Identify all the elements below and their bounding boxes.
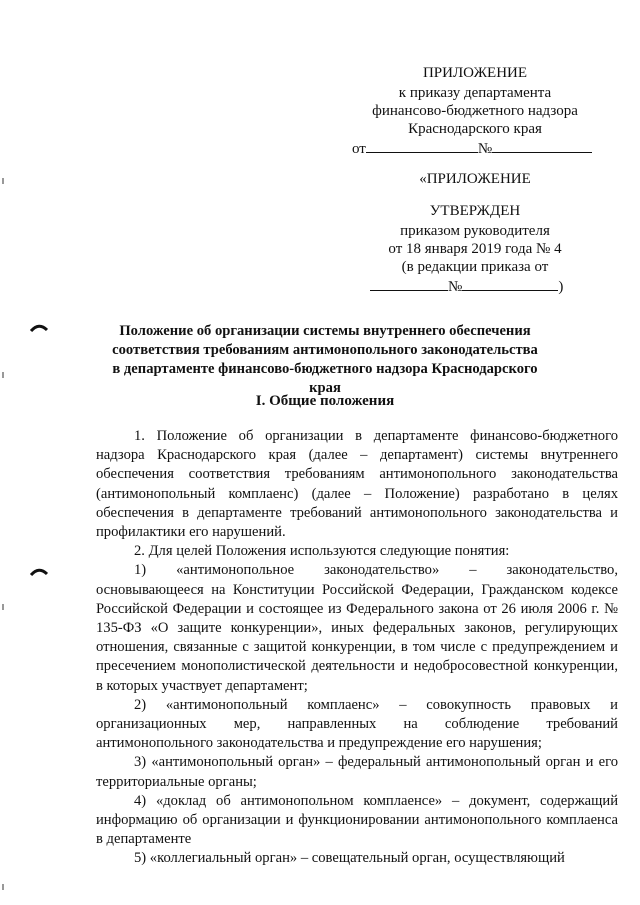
scan-mark [2, 178, 4, 184]
number-blank [492, 138, 592, 153]
appendix-quoted: «ПРИЛОЖЕНИЕ [419, 171, 531, 187]
punch-hole-mark [30, 322, 48, 332]
scan-mark [2, 604, 4, 610]
edition-number-line [370, 276, 630, 296]
edition-closing: ) [558, 279, 564, 295]
scan-mark [2, 372, 4, 378]
edition-number-blank [462, 276, 558, 291]
definition-2: 2) «антимонопольный комплаенс» – совокупность правовых и организационных мер, направленных на соблюдение требований антимонопольного законодательства и предупреждение его нарушения; [96, 696, 618, 752]
department-name: финансово-бюджетного надзора [372, 103, 578, 119]
order-reference: к приказу департамента [398, 85, 552, 101]
definition-1: 1) «антимонопольное законодательство» – законодательство, основывающееся на Конституции Российской Федерации, Гражданском кодексе Российской Федерации и состоящее из Федерального закона от 26 июля 2006 г. № 135-ФЗ «О защите конкуренции», иных федеральных законов, регулирующих отношения, связанные с защитой конкуренции, в том числе с предупреждением и пресечением монополистической деятельности и недобросовестной конкуренции, в которых участвует департамент; [96, 562, 618, 694]
appendix-heading: ПРИЛОЖЕНИЕ [422, 65, 528, 81]
approved-label: УТВЕРЖДЕН [429, 203, 521, 219]
order-date-line [352, 138, 612, 158]
edition-number-label: № [448, 279, 463, 295]
scan-mark [2, 884, 4, 890]
document-body [96, 427, 618, 869]
definition-3: 3) «антимонопольный орган» – федеральный антимонопольный орган и его территориальные органы; [96, 754, 618, 790]
section-heading: I. Общие положения [255, 393, 395, 409]
definition-5: 5) «коллегиальный орган» – совещательный орган, осуществляющий [134, 850, 565, 867]
paragraph-1: 1. Положение об организации в департаменте финансово-бюджетного надзора Краснодарского края (далее – департамент) системы внутреннего обеспечения соответствия требованиям антимонопольного законодательства (антимонопольный комплаенс) (далее – Положение) разработано в целях обеспечения в департаменте требований антимонопольного законодательства и профилактики его нарушений. [96, 428, 618, 541]
document-title: Положение об организации системы внутреннего обеспечения соответствия требованиям антимонопольного законодательства в департаменте финансово-бюджетного надзора Краснодарского края [112, 323, 538, 396]
punch-hole-mark [30, 566, 48, 576]
edition-date-blank [370, 276, 448, 291]
from-label: от [352, 141, 366, 157]
number-label: № [477, 141, 493, 157]
date-blank [366, 138, 478, 153]
paragraph-2: 2. Для целей Положения используются следующие понятия: [134, 543, 510, 560]
approval-date: от 18 января 2019 года № 4 [388, 241, 562, 257]
region-name: Краснодарского края [408, 121, 542, 137]
edition-note: (в редакции приказа от [401, 259, 549, 275]
definition-4: 4) «доклад об антимонопольном комплаенсе» – документ, содержащий информацию об организации и функционировании антимонопольного комплаенса в департаменте [96, 792, 618, 848]
approved-by-order: приказом руководителя [400, 223, 550, 239]
